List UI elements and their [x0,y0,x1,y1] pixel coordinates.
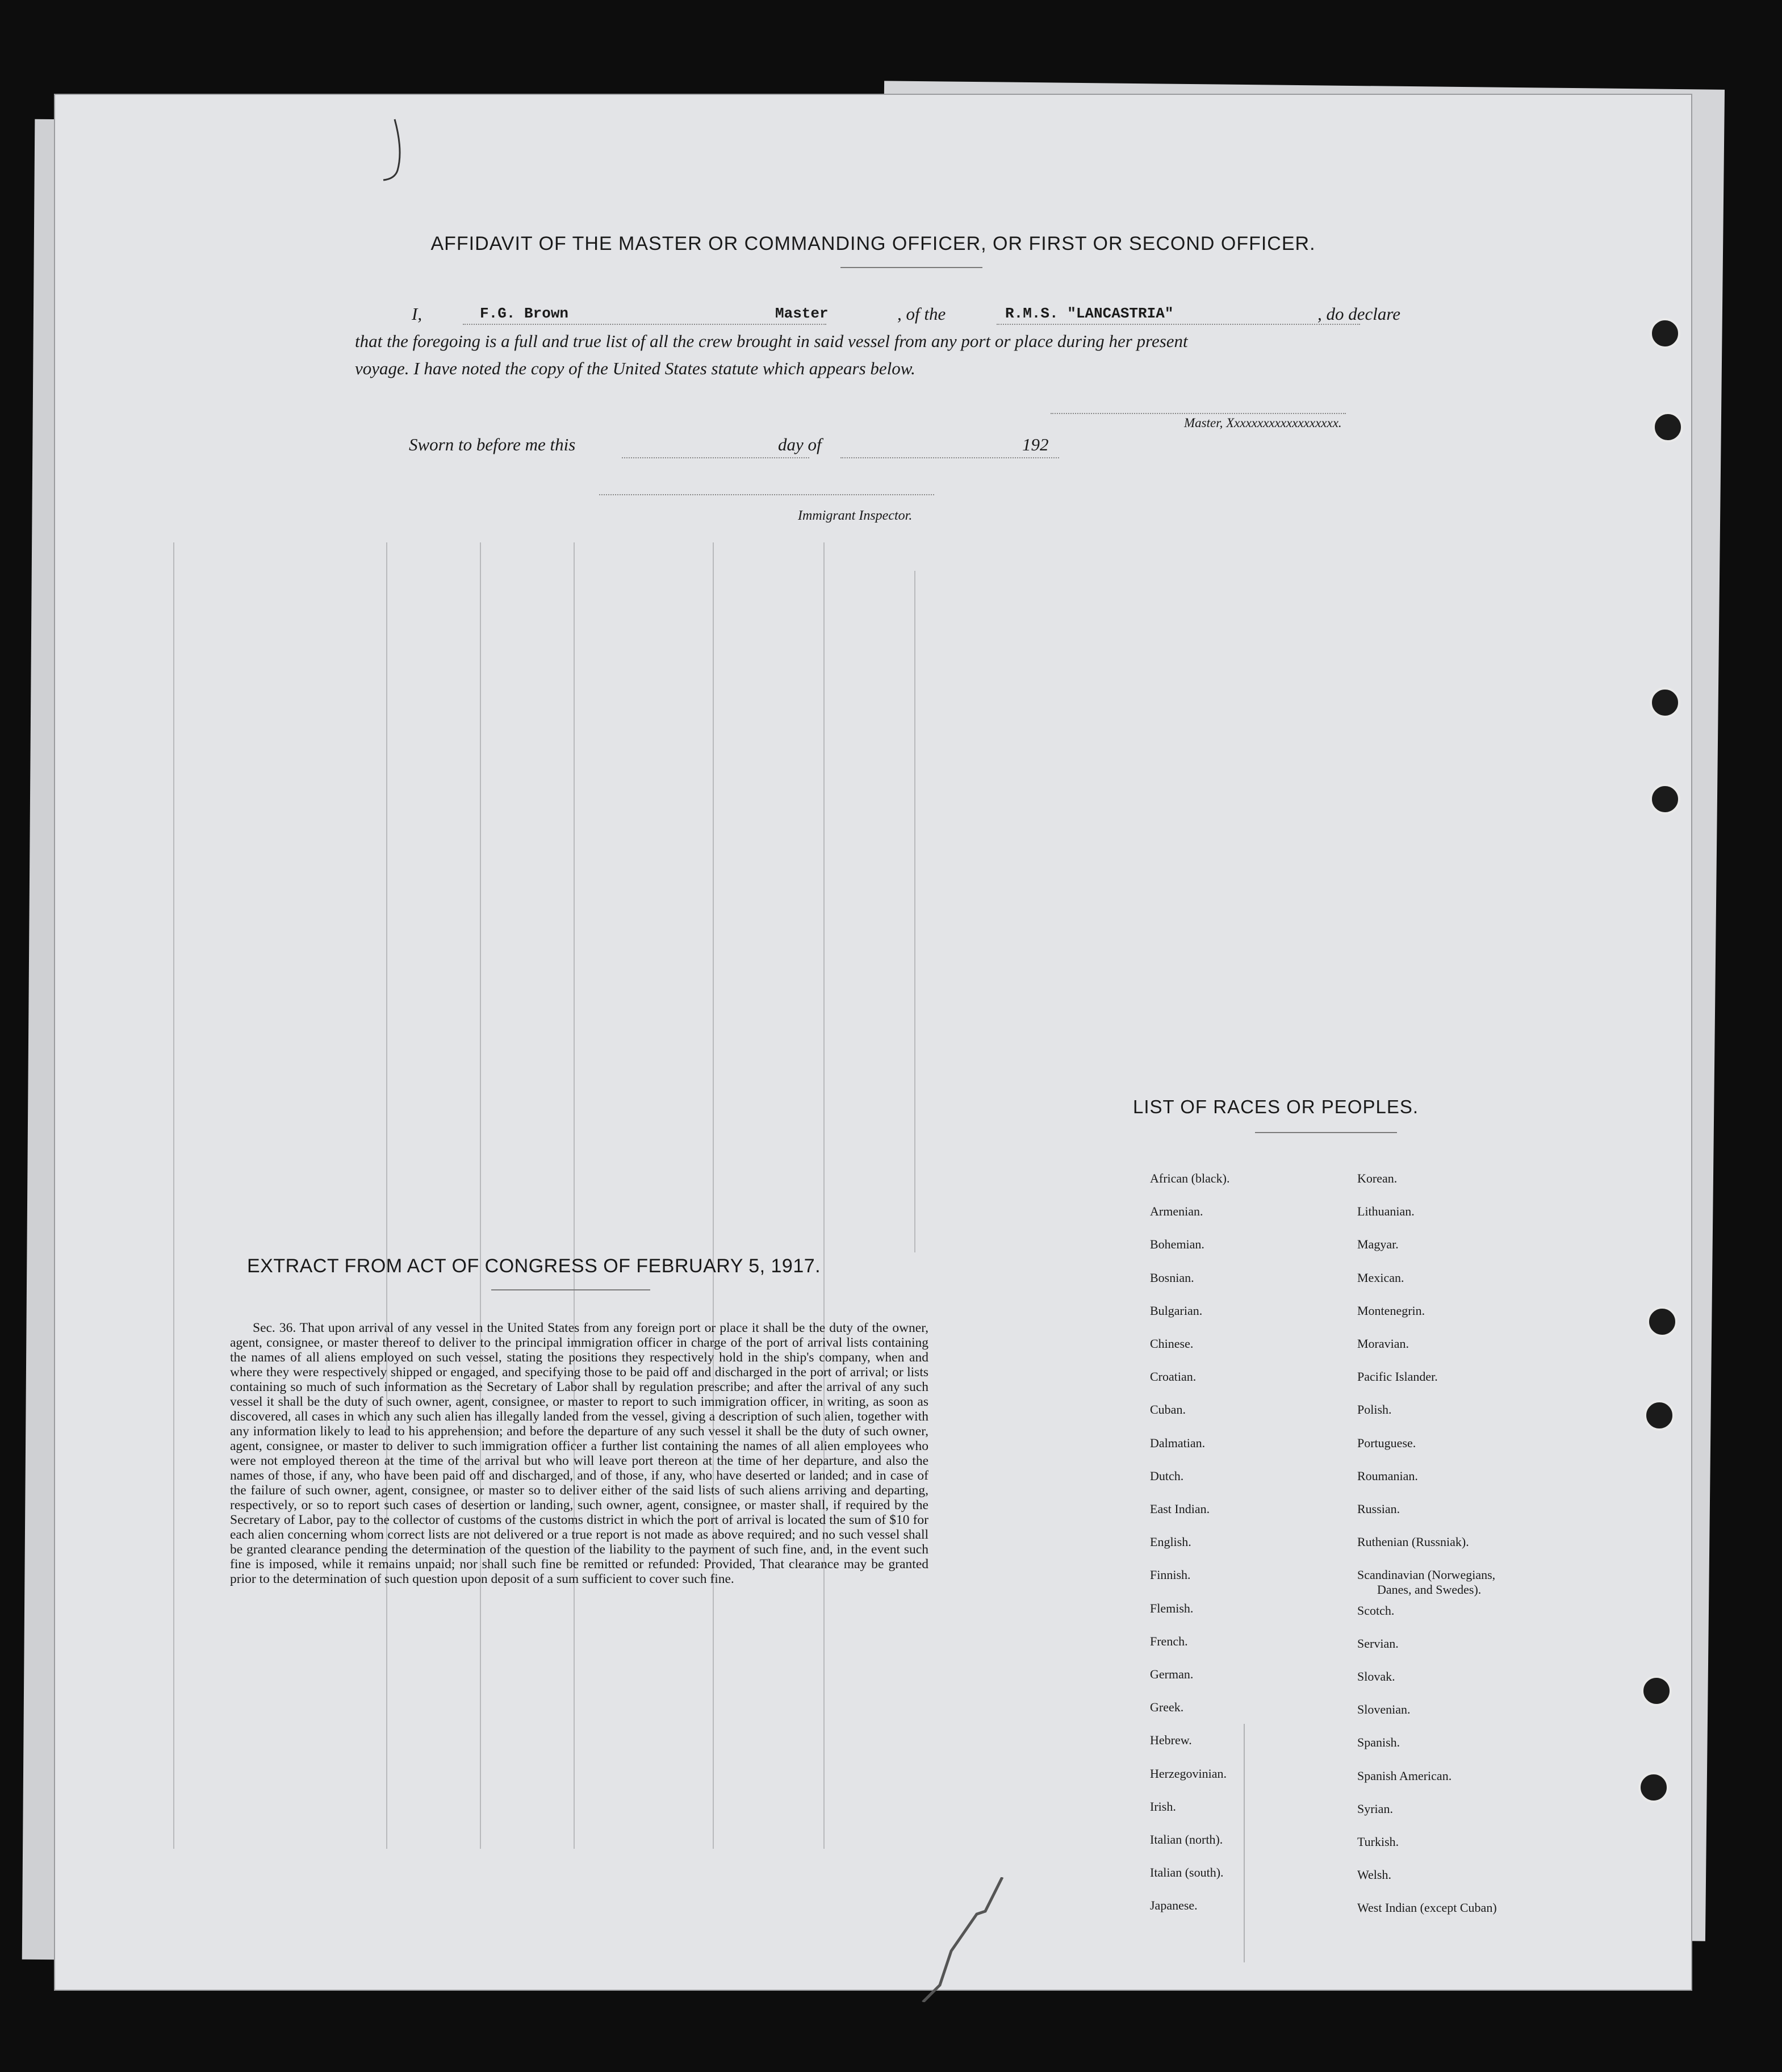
race-item-left: Flemish. [1150,1601,1194,1615]
ghost-column-line [386,542,387,1849]
race-item-right: Danes, and Swedes). [1377,1582,1482,1597]
race-item-right: Montenegrin. [1357,1303,1425,1318]
i-label: I, [412,304,423,324]
race-item-right: Slovenian. [1357,1702,1411,1717]
race-item-right: Pacific Islander. [1357,1369,1438,1384]
list-divider [1244,1724,1245,1962]
race-item-right: Syrian. [1357,1801,1393,1816]
race-item-right: Magyar. [1357,1237,1399,1252]
race-item-left: Italian (south). [1150,1865,1224,1880]
extract-body: Sec. 36. That upon arrival of any vessel in the United States from any foreign port or place it shall be the duty of the owner, agent, consignee, or master thereof to deliver to the principal immigration officer in charge of the port of arrival lists containing the names of all aliens employed on such vessel, stating the positions they respectively hold in the ship's company, when and where they were respectively shipped or engaged, and specifying those to be paid off and discharged in the port of arrival; or lists containing so much of such information as the Secretary of Labor shall by regulation prescribe; and after the arrival of any such vessel it shall be the duty of such owner, agent, consignee, or master to report to such immigration officer, in writing, as soon as discovered, all cases in which any such alien has illegally landed from the vessel, giving a description of such alien, together with any information likely to lead to his apprehension; and before the departure of any such vessel it shall be the duty of such owner, agent, consignee, or master to deliver to such immigration officer a further list containing the names of all alien employees who were not employed thereon at the time of the arrival but who will leave port thereon at the time of her departure, and also the names of those, if any, who have been paid off and discharged, and of those, if any, who have deserted or landed; and in case of the failure of such owner, agent, consignee, or master so to deliver either of the said lists of such aliens arriving and departing, respectively, or so to report such cases of desertion or landing, such owner, agent, consignee, or master shall, if required by the Secretary of Labor, pay to the collector of customs of the customs district in which the port of arrival is located the sum of $10 for each alien concerning whom correct lists are not delivered or a true report is not made as above required; and no such vessel shall be granted clearance pending the determination of the question of the liability to the payment of such fine, and, in the event such fine is imposed, while it remains unpaid; nor shall such fine be remitted or refunded: Provided, That clearance may be granted prior to the determination of such question upon deposit of a sum sufficient to cover such fine. [230,1321,928,1586]
ghost-column-line [173,542,174,1849]
race-item-right: Slovak. [1357,1669,1395,1684]
punch-hole [1647,1306,1678,1337]
race-item-right: Scandinavian (Norwegians, [1357,1568,1496,1582]
race-item-left: Hebrew. [1150,1733,1192,1748]
rank-field: Master [775,305,829,322]
race-item-left: Greek. [1150,1700,1184,1715]
ghost-column-line [713,542,714,1849]
race-item-left: Bulgarian. [1150,1303,1203,1318]
race-item-left: English. [1150,1535,1191,1549]
race-item-left: Croatian. [1150,1369,1197,1384]
race-item-left: Bosnian. [1150,1270,1194,1285]
inspector-label: Immigrant Inspector. [798,508,913,523]
sworn-month-line [840,457,1059,458]
inspector-signature-line [599,494,934,495]
signature-line [1051,413,1346,414]
bracket-mark [372,116,406,185]
race-item-right: Polish. [1357,1402,1392,1417]
vessel-underline [997,324,1360,325]
punch-hole [1638,1772,1669,1803]
races-title-rule [1255,1132,1397,1133]
race-item-left: Cuban. [1150,1402,1186,1417]
race-item-left: Chinese. [1150,1336,1194,1351]
race-item-right: Welsh. [1357,1868,1391,1882]
title-rule [840,267,982,268]
race-item-left: German. [1150,1667,1194,1681]
declaration-line-3: voyage. I have noted the copy of the United States statute which appears below. [355,358,915,378]
punch-hole [1650,784,1680,814]
race-item-left: French. [1150,1634,1188,1648]
race-item-right: West Indian (except Cuban) [1357,1900,1497,1915]
affidavit-title: AFFIDAVIT OF THE MASTER OR COMMANDING OFFICER, OR FIRST OR SECOND OFFICER. [430,233,1316,254]
race-item-left: Bohemian. [1150,1237,1204,1252]
race-item-right: Mexican. [1357,1270,1404,1285]
vessel-name-field: R.M.S. "LANCASTRIA" [1005,305,1174,322]
document-page [54,94,1692,1991]
punch-hole [1641,1676,1672,1706]
do-declare-label: , do declare [1317,304,1401,324]
punch-hole [1653,412,1683,442]
ghost-column-line [823,542,825,1849]
race-item-right: Spanish. [1357,1735,1400,1750]
race-item-right: Portuguese. [1357,1435,1416,1450]
race-item-left: African (black). [1150,1171,1230,1185]
race-item-right: Servian. [1357,1636,1399,1651]
race-item-right: Spanish American. [1357,1768,1452,1783]
race-item-left: Armenian. [1150,1204,1203,1219]
sworn-day-line [622,457,809,458]
race-item-left: East Indian. [1150,1502,1210,1516]
race-item-left: Irish. [1150,1799,1176,1814]
races-title: LIST OF RACES OR PEOPLES. [1133,1096,1419,1117]
race-item-left: Dutch. [1150,1468,1184,1483]
year-label: 192 [1022,435,1049,454]
day-of-label: day of [778,435,822,454]
of-the-label: , of the [897,304,946,324]
ghost-column-line [480,542,481,1849]
race-item-left: Herzegovinian. [1150,1766,1227,1781]
ghost-column-line [574,542,575,1849]
name-underline [463,324,826,325]
punch-hole [1650,687,1680,718]
race-item-left: Finnish. [1150,1568,1191,1582]
race-item-left: Dalmatian. [1150,1435,1206,1450]
extract-title-rule [491,1289,650,1290]
declaration-line-2: that the foregoing is a full and true list of all the crew brought in said vessel from any port or place during her present [355,331,1188,351]
race-item-left: Italian (north). [1150,1832,1223,1847]
race-item-right: Lithuanian. [1357,1204,1415,1219]
punch-hole [1650,318,1680,349]
extract-title: EXTRACT FROM ACT OF CONGRESS OF FEBRUARY 5, 1917. [247,1255,821,1277]
race-item-right: Ruthenian (Russniak). [1357,1535,1469,1549]
race-item-right: Moravian. [1357,1336,1409,1351]
race-item-right: Scotch. [1357,1603,1395,1618]
race-item-left: Japanese. [1150,1898,1198,1913]
sworn-label: Sworn to before me this [409,435,576,454]
race-item-right: Turkish. [1357,1835,1399,1849]
punch-hole [1644,1400,1675,1431]
race-item-right: Korean. [1357,1171,1398,1185]
master-name-field: F.G. Brown [480,305,569,322]
signature-caption: Master, Xxxxxxxxxxxxxxxxxxx. [1184,416,1342,430]
race-item-right: Roumanian. [1357,1468,1418,1483]
ghost-column-line [914,571,915,1252]
race-item-right: Russian. [1357,1502,1400,1516]
torn-edge [877,1877,1025,2002]
